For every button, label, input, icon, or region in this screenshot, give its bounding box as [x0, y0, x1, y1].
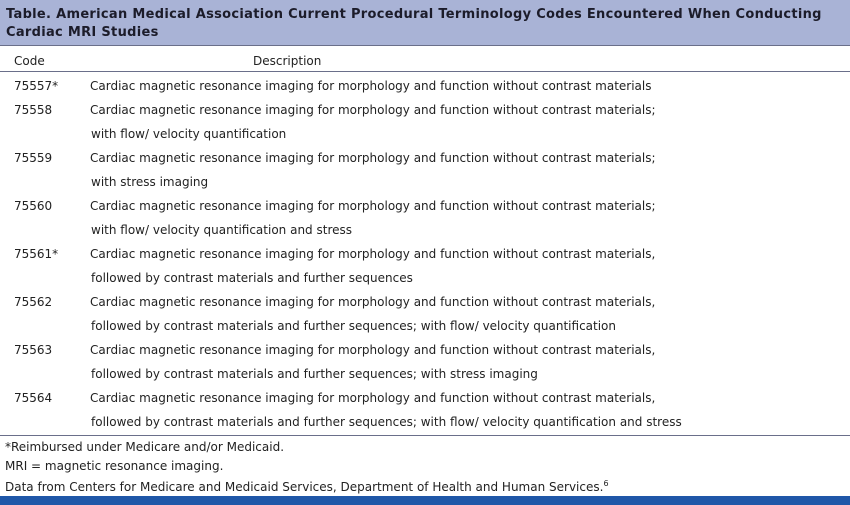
table-header-row — [0, 45, 850, 72]
row-description-line1: Cardiac magnetic resonance imaging for morphology and function without contrast materials, — [90, 391, 656, 405]
table-body — [0, 74, 850, 434]
row-code: 75561* — [14, 247, 59, 261]
column-header-description: Description — [253, 54, 322, 68]
footnote-source-text: Data from Centers for Medicare and Medicaid Services, Department of Health and Human Services. — [5, 480, 604, 494]
row-description-line2: with flow/ velocity quantification and stress — [91, 223, 352, 237]
row-description-line2: with stress imaging — [91, 175, 209, 189]
footnotes — [5, 438, 609, 497]
row-description-line1: Cardiac magnetic resonance imaging for morphology and function without contrast materials; — [90, 199, 656, 213]
row-code: 75562 — [14, 295, 53, 309]
row-description-line2: with flow/ velocity quantification — [91, 127, 287, 141]
row-code: 75558 — [14, 103, 53, 117]
row-code: 75564 — [14, 391, 53, 405]
footnote-source — [5, 475, 609, 497]
row-description — [90, 386, 850, 434]
row-description — [90, 74, 850, 98]
row-description-line1: Cardiac magnetic resonance imaging for morphology and function without contrast materials, — [90, 247, 656, 261]
row-description — [90, 146, 850, 194]
table-row — [0, 146, 850, 194]
row-description-line2: followed by contrast materials and further sequences; with stress imaging — [91, 367, 538, 381]
table-row — [0, 290, 850, 338]
row-description — [90, 98, 850, 146]
row-description-line2: followed by contrast materials and further sequences — [91, 271, 413, 285]
row-description-line1: Cardiac magnetic resonance imaging for morphology and function without contrast materials — [90, 79, 652, 93]
row-description — [90, 194, 850, 242]
table-title: Table. American Medical Association Current Procedural Terminology Codes Encountered When Conducting Cardiac MRI Studies — [0, 0, 850, 45]
row-description — [90, 290, 850, 338]
column-header-code: Code — [14, 54, 45, 68]
footnote-abbreviation: MRI = magnetic resonance imaging. — [5, 458, 224, 473]
row-description-line1: Cardiac magnetic resonance imaging for morphology and function without contrast materials, — [90, 295, 656, 309]
footnote-source-reference: 6 — [603, 479, 609, 488]
bottom-accent-bar — [0, 496, 850, 505]
table-row — [0, 74, 850, 98]
table-row — [0, 98, 850, 146]
footnote-reimbursed: *Reimbursed under Medicare and/or Medicaid. — [5, 440, 285, 454]
row-description-line1: Cardiac magnetic resonance imaging for morphology and function without contrast materials; — [90, 151, 656, 165]
table-row — [0, 194, 850, 242]
table-row — [0, 386, 850, 434]
row-description — [90, 242, 850, 290]
row-description-line2: followed by contrast materials and further sequences; with flow/ velocity quantification and stress — [91, 415, 682, 429]
table-row — [0, 338, 850, 386]
row-code: 75563 — [14, 343, 53, 357]
row-code: 75560 — [14, 199, 53, 213]
row-code: 75557* — [14, 79, 59, 93]
row-description-line1: Cardiac magnetic resonance imaging for morphology and function without contrast materials, — [90, 343, 656, 357]
footer-divider — [0, 435, 850, 436]
table-row — [0, 242, 850, 290]
row-description-line1: Cardiac magnetic resonance imaging for morphology and function without contrast materials; — [90, 103, 656, 117]
row-code: 75559 — [14, 151, 53, 165]
row-description — [90, 338, 850, 386]
row-description-line2: followed by contrast materials and further sequences; with flow/ velocity quantification — [91, 319, 617, 333]
